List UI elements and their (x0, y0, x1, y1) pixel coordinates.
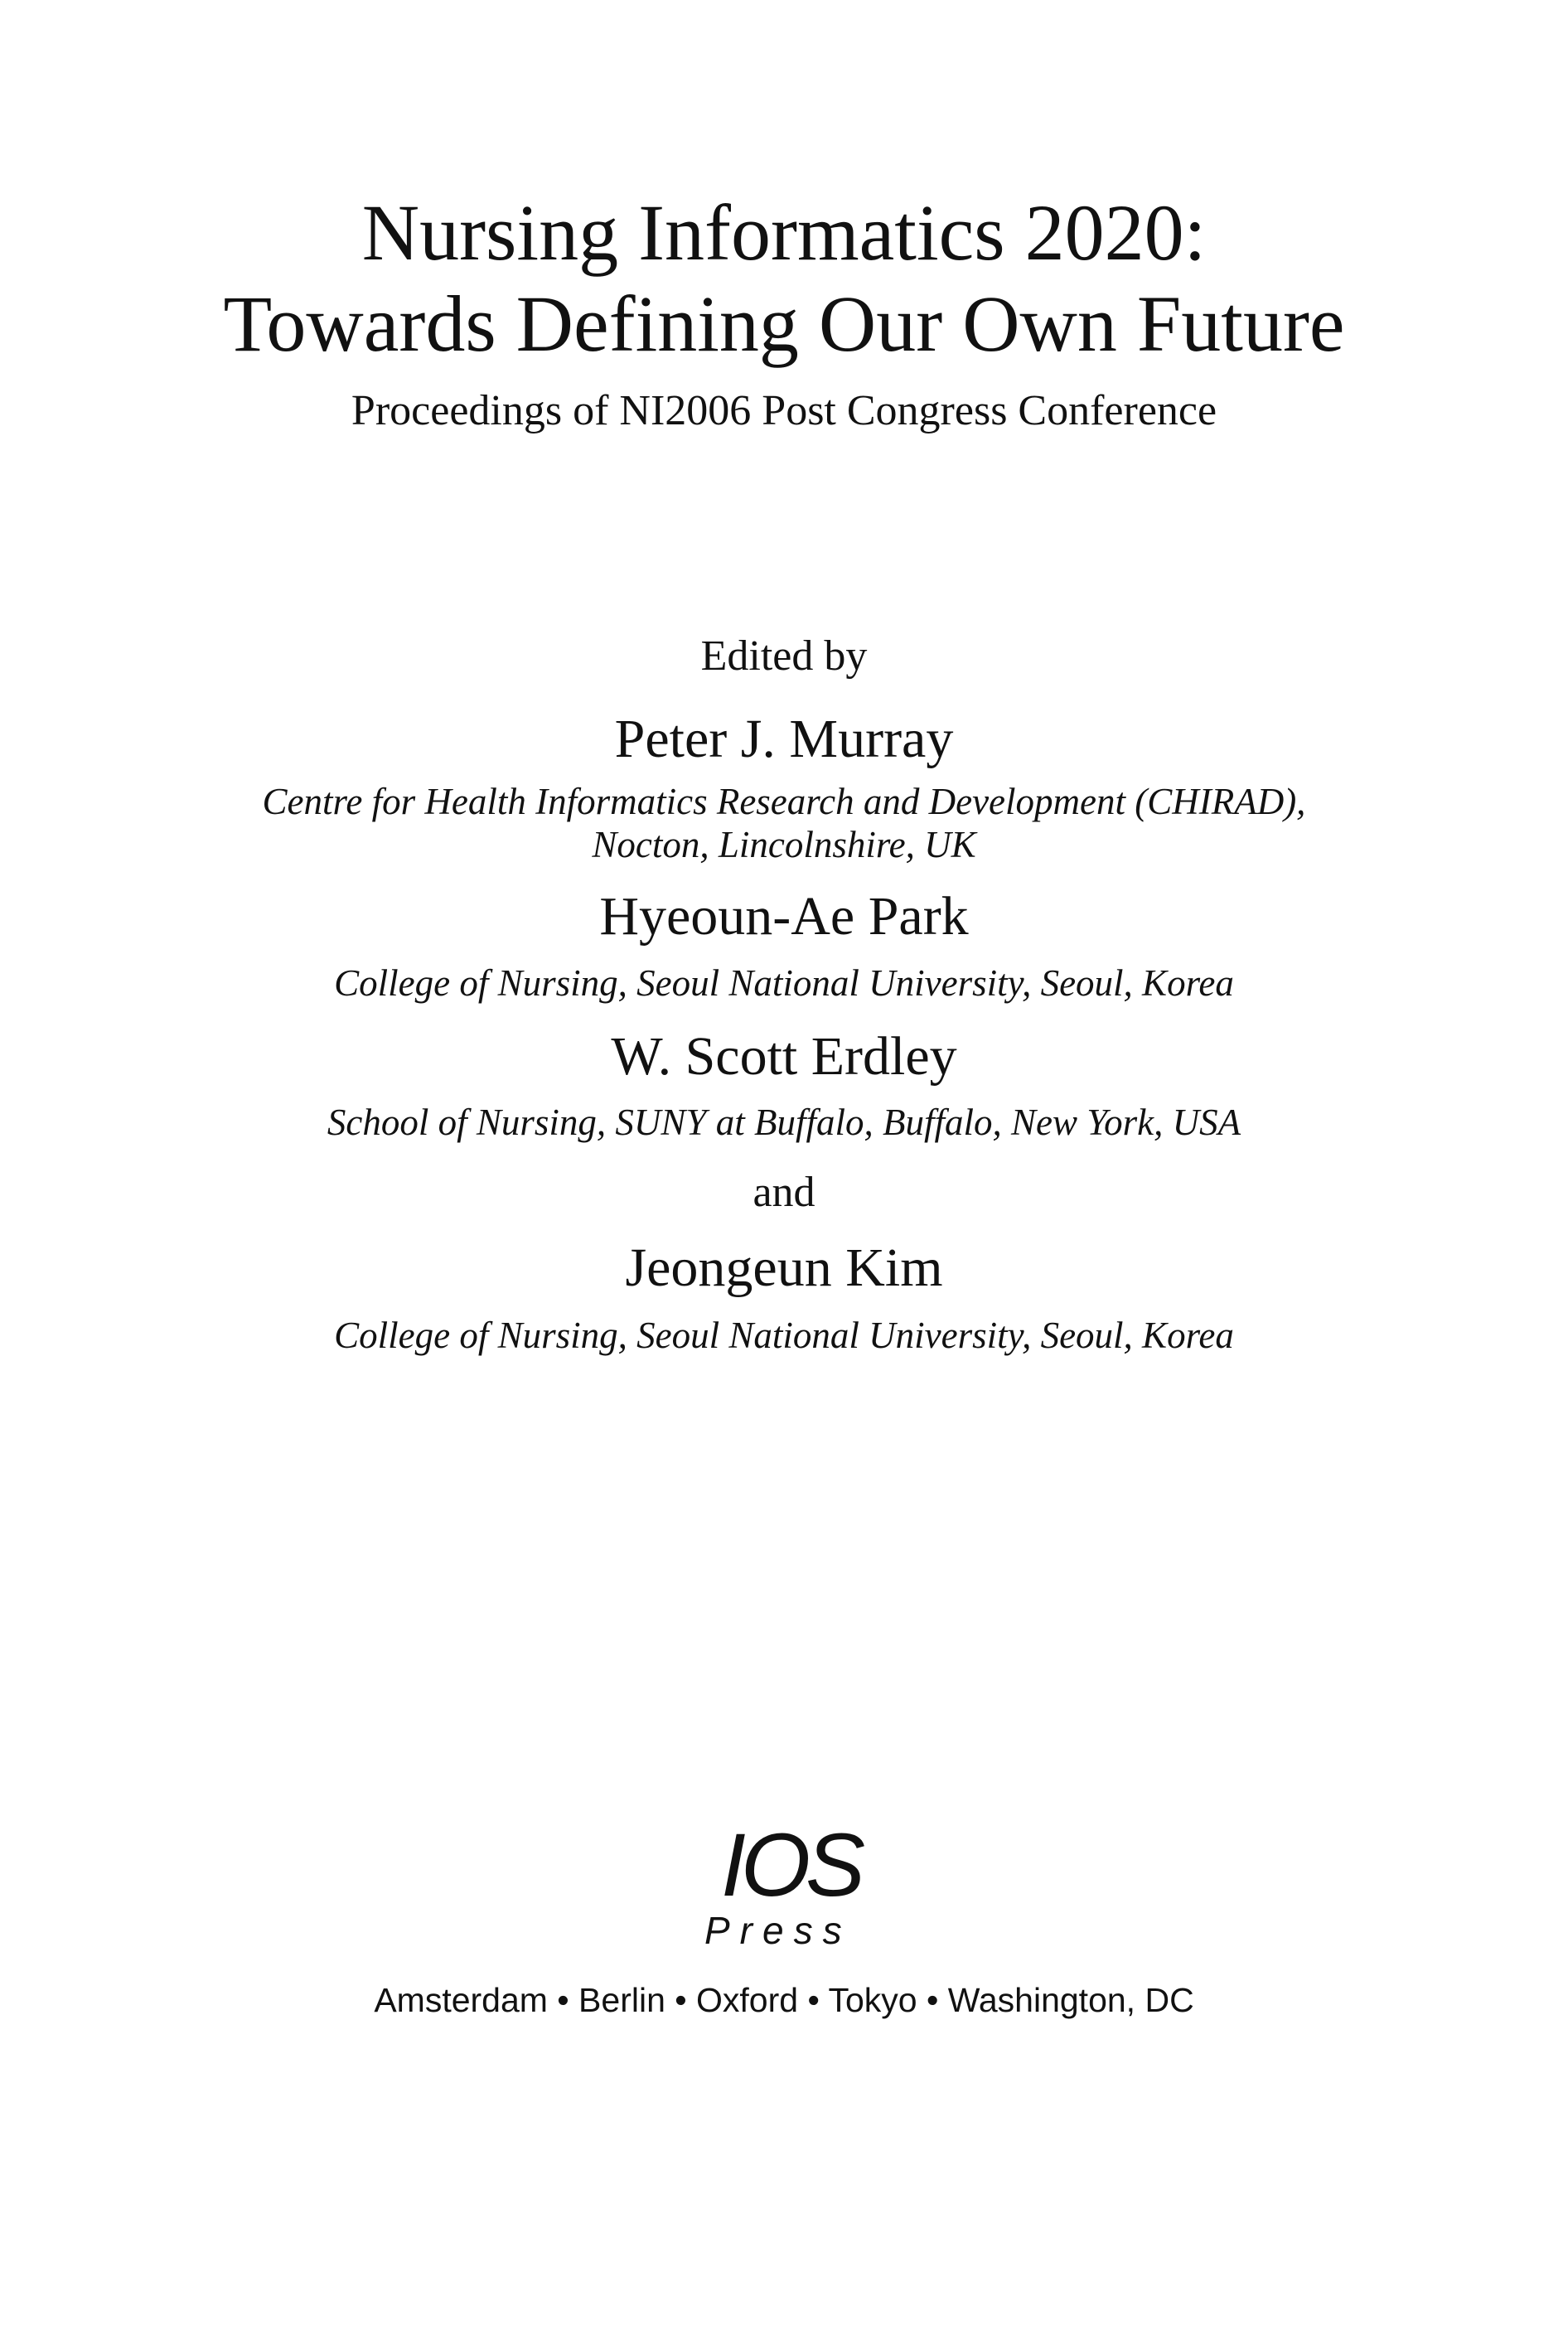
book-subtitle: Proceedings of NI2006 Post Congress Conference (351, 387, 1217, 434)
editor-name: Hyeoun-Ae Park (599, 886, 969, 947)
editor-name: Peter J. Murray (614, 709, 954, 769)
conjunction-text: and (753, 1169, 815, 1216)
editor-affiliation: College of Nursing, Seoul National University, Seoul, Korea (334, 1315, 1234, 1356)
editor-name: Jeongeun Kim (625, 1237, 943, 1298)
editor-affiliation: Nocton, Lincolnshire, UK (592, 824, 976, 865)
editor-affiliation: Centre for Health Informatics Research and Development (CHIRAD), (262, 781, 1306, 822)
editor-affiliation: School of Nursing, SUNY at Buffalo, Buffalo, New York, USA (327, 1102, 1241, 1143)
publisher-logo-main-text: IOS (721, 1814, 861, 1915)
editor-affiliation: College of Nursing, Seoul National University, Seoul, Korea (334, 962, 1234, 1004)
editor-name: W. Scott Erdley (611, 1026, 957, 1087)
edited-by-label: Edited by (700, 632, 868, 680)
publisher-logo-sub-text: Press (704, 1909, 852, 1952)
book-title-line-1: Nursing Informatics 2020: (361, 188, 1207, 277)
publisher-cities: Amsterdam • Berlin • Oxford • Tokyo • Washington, DC (374, 1981, 1194, 2019)
publisher-logo (693, 1814, 883, 1960)
book-title-line-2: Towards Defining Our Own Future (223, 279, 1345, 368)
